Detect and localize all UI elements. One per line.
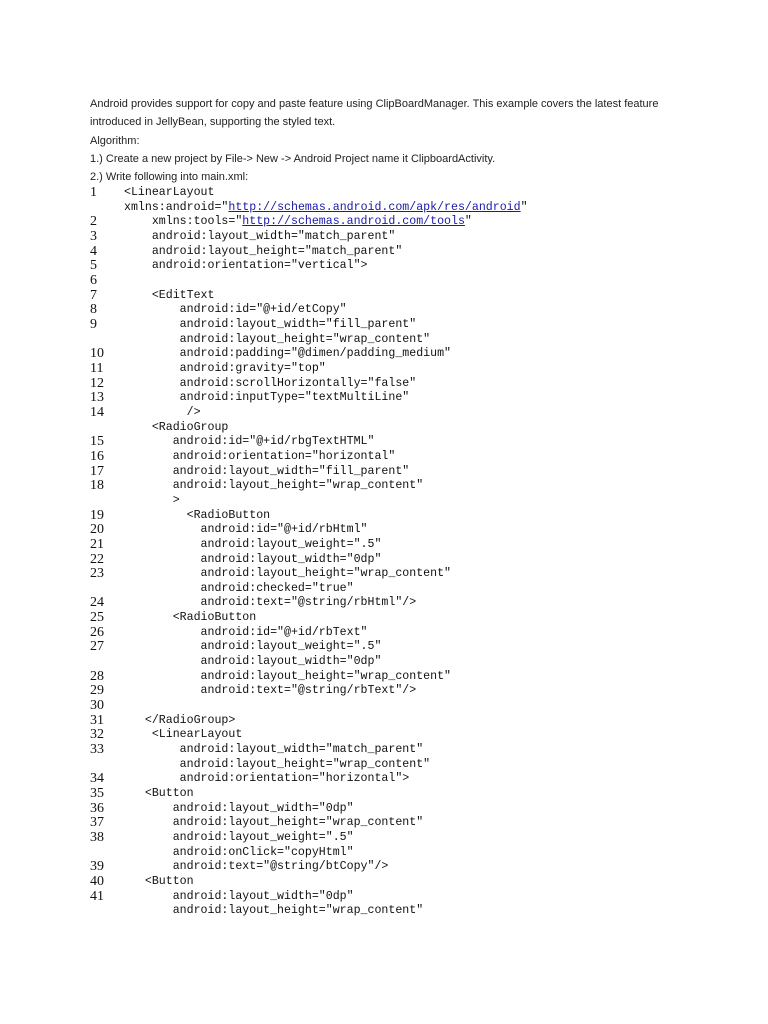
line-number: 1 — [90, 185, 97, 200]
line-number: 18 — [90, 478, 104, 494]
code-line: android:onClick="copyHtml" — [124, 845, 354, 859]
code-line: android:layout_width="match_parent" — [124, 229, 396, 243]
line-number: 32 — [90, 727, 104, 743]
line-number: 17 — [90, 463, 104, 479]
line-number: 35 — [90, 786, 104, 802]
code-line: <LinearLayout — [124, 186, 215, 199]
code-line: android:layout_width="0dp" — [124, 552, 382, 566]
code-line: android:scrollHorizontally="false" — [124, 376, 417, 390]
line-number: 12 — [90, 375, 104, 391]
code-text: " — [464, 215, 472, 229]
line-number: 19 — [90, 507, 104, 523]
code-line: <LinearLayout — [124, 728, 243, 742]
schema-link[interactable]: http://schemas.android.com/apk/res/android — [228, 200, 521, 214]
line-number: 26 — [90, 624, 104, 640]
line-number: 7 — [90, 287, 97, 303]
code-line: android:inputType="textMultiLine" — [124, 391, 410, 405]
code-line: android:layout_height="wrap_content" — [124, 669, 451, 683]
code-line: android:layout_height="wrap_content" — [124, 479, 424, 493]
line-number: 9 — [90, 316, 97, 332]
line-number: 41 — [90, 888, 104, 904]
code-line: android:layout_width="0dp" — [124, 801, 354, 815]
step-2: 2.) Write following into main.xml: — [90, 171, 249, 183]
line-number: 27 — [90, 639, 104, 655]
algorithm-label: Algorithm: — [90, 135, 140, 147]
code-line: android:orientation="vertical"> — [124, 259, 368, 273]
code-line: android:layout_width="fill_parent" — [124, 464, 410, 478]
line-number: 29 — [90, 683, 104, 699]
line-number: 3 — [90, 228, 97, 244]
line-number: 8 — [90, 302, 97, 318]
line-number: 15 — [90, 434, 104, 450]
code-text: xmlns:tools=" — [124, 215, 243, 229]
line-number: 23 — [90, 566, 104, 582]
line-number: 38 — [90, 830, 104, 846]
code-line: android:layout_weight=".5" — [124, 537, 382, 551]
code-line: android:id="@+id/rbText" — [124, 625, 368, 639]
code-line: android:layout_width="0dp" — [124, 889, 354, 903]
code-line: android:layout_height="wrap_content" — [124, 757, 431, 771]
code-line: android:text="@string/rbText"/> — [124, 684, 417, 698]
code-line: android:orientation="horizontal"> — [124, 772, 410, 786]
code-line: android:id="@+id/rbHtml" — [124, 523, 368, 537]
code-line: <Button — [124, 787, 194, 801]
line-number: 39 — [90, 859, 104, 875]
code-text: xmlns:android=" — [124, 200, 229, 214]
code-line: android:padding="@dimen/padding_medium" — [124, 347, 451, 361]
line-number: 34 — [90, 771, 104, 787]
line-number: 28 — [90, 668, 104, 684]
code-line: <Button — [124, 875, 194, 889]
code-line: android:layout_width="0dp" — [124, 655, 382, 669]
line-number: 11 — [90, 360, 104, 376]
code-line: android:text="@string/rbHtml"/> — [124, 596, 417, 610]
code-line: > — [124, 493, 180, 507]
line-number: 5 — [90, 258, 97, 274]
code-line: android:checked="true" — [124, 581, 354, 595]
code-line — [124, 201, 528, 214]
code-line: android:layout_height="wrap_content" — [124, 332, 431, 346]
code-line: <EditText — [124, 288, 215, 302]
code-line: android:layout_height="wrap_content" — [124, 567, 451, 581]
code-line: android:layout_width="fill_parent" — [124, 317, 417, 331]
line-number: 22 — [90, 551, 104, 567]
code-line — [124, 215, 472, 228]
code-text: " — [520, 200, 528, 214]
line-number: 10 — [90, 346, 104, 362]
code-line: android:text="@string/btCopy"/> — [124, 860, 389, 874]
line-number: 24 — [90, 595, 104, 611]
step-1: 1.) Create a new project by File-> New -> Android Project name it ClipboardActivity. — [90, 153, 496, 165]
line-number: 33 — [90, 742, 104, 758]
code-line: android:layout_weight=".5" — [124, 640, 382, 654]
line-number: 20 — [90, 522, 104, 538]
code-line: <RadioButton — [124, 508, 271, 522]
line-number: 13 — [90, 390, 104, 406]
code-line: <RadioGroup — [124, 420, 229, 434]
line-number: 31 — [90, 712, 104, 728]
line-number: 40 — [90, 874, 104, 890]
code-line: android:layout_height="wrap_content" — [124, 904, 424, 918]
code-line: android:layout_height="wrap_content" — [124, 816, 424, 830]
schema-link[interactable]: http://schemas.android.com/tools — [242, 215, 465, 229]
line-number: 14 — [90, 404, 104, 420]
line-number: 36 — [90, 800, 104, 816]
line-number: 37 — [90, 815, 104, 831]
line-number: 2 — [90, 214, 97, 230]
code-line: android:orientation="horizontal" — [124, 449, 396, 463]
code-line: android:layout_weight=".5" — [124, 831, 354, 845]
line-number: 25 — [90, 610, 104, 626]
code-line: android:gravity="top" — [124, 361, 326, 375]
line-number: 30 — [90, 698, 104, 714]
code-line: android:id="@+id/rbgTextHTML" — [124, 435, 375, 449]
line-number: 6 — [90, 272, 97, 288]
code-line: <RadioButton — [124, 611, 257, 625]
line-number: 21 — [90, 536, 104, 552]
line-number: 4 — [90, 243, 97, 259]
code-line: </RadioGroup> — [124, 713, 236, 727]
code-line: android:layout_width="match_parent" — [124, 743, 424, 757]
code-line: /> — [124, 405, 201, 419]
code-line: android:layout_height="match_parent" — [124, 244, 403, 258]
intro-paragraph: Android provides support for copy and paste feature using ClipBoardManager. This example covers the latest feature introduced in JellyBean, supporting the styled text. — [90, 98, 659, 128]
code-line: android:id="@+id/etCopy" — [124, 303, 347, 317]
line-number: 16 — [90, 448, 104, 464]
